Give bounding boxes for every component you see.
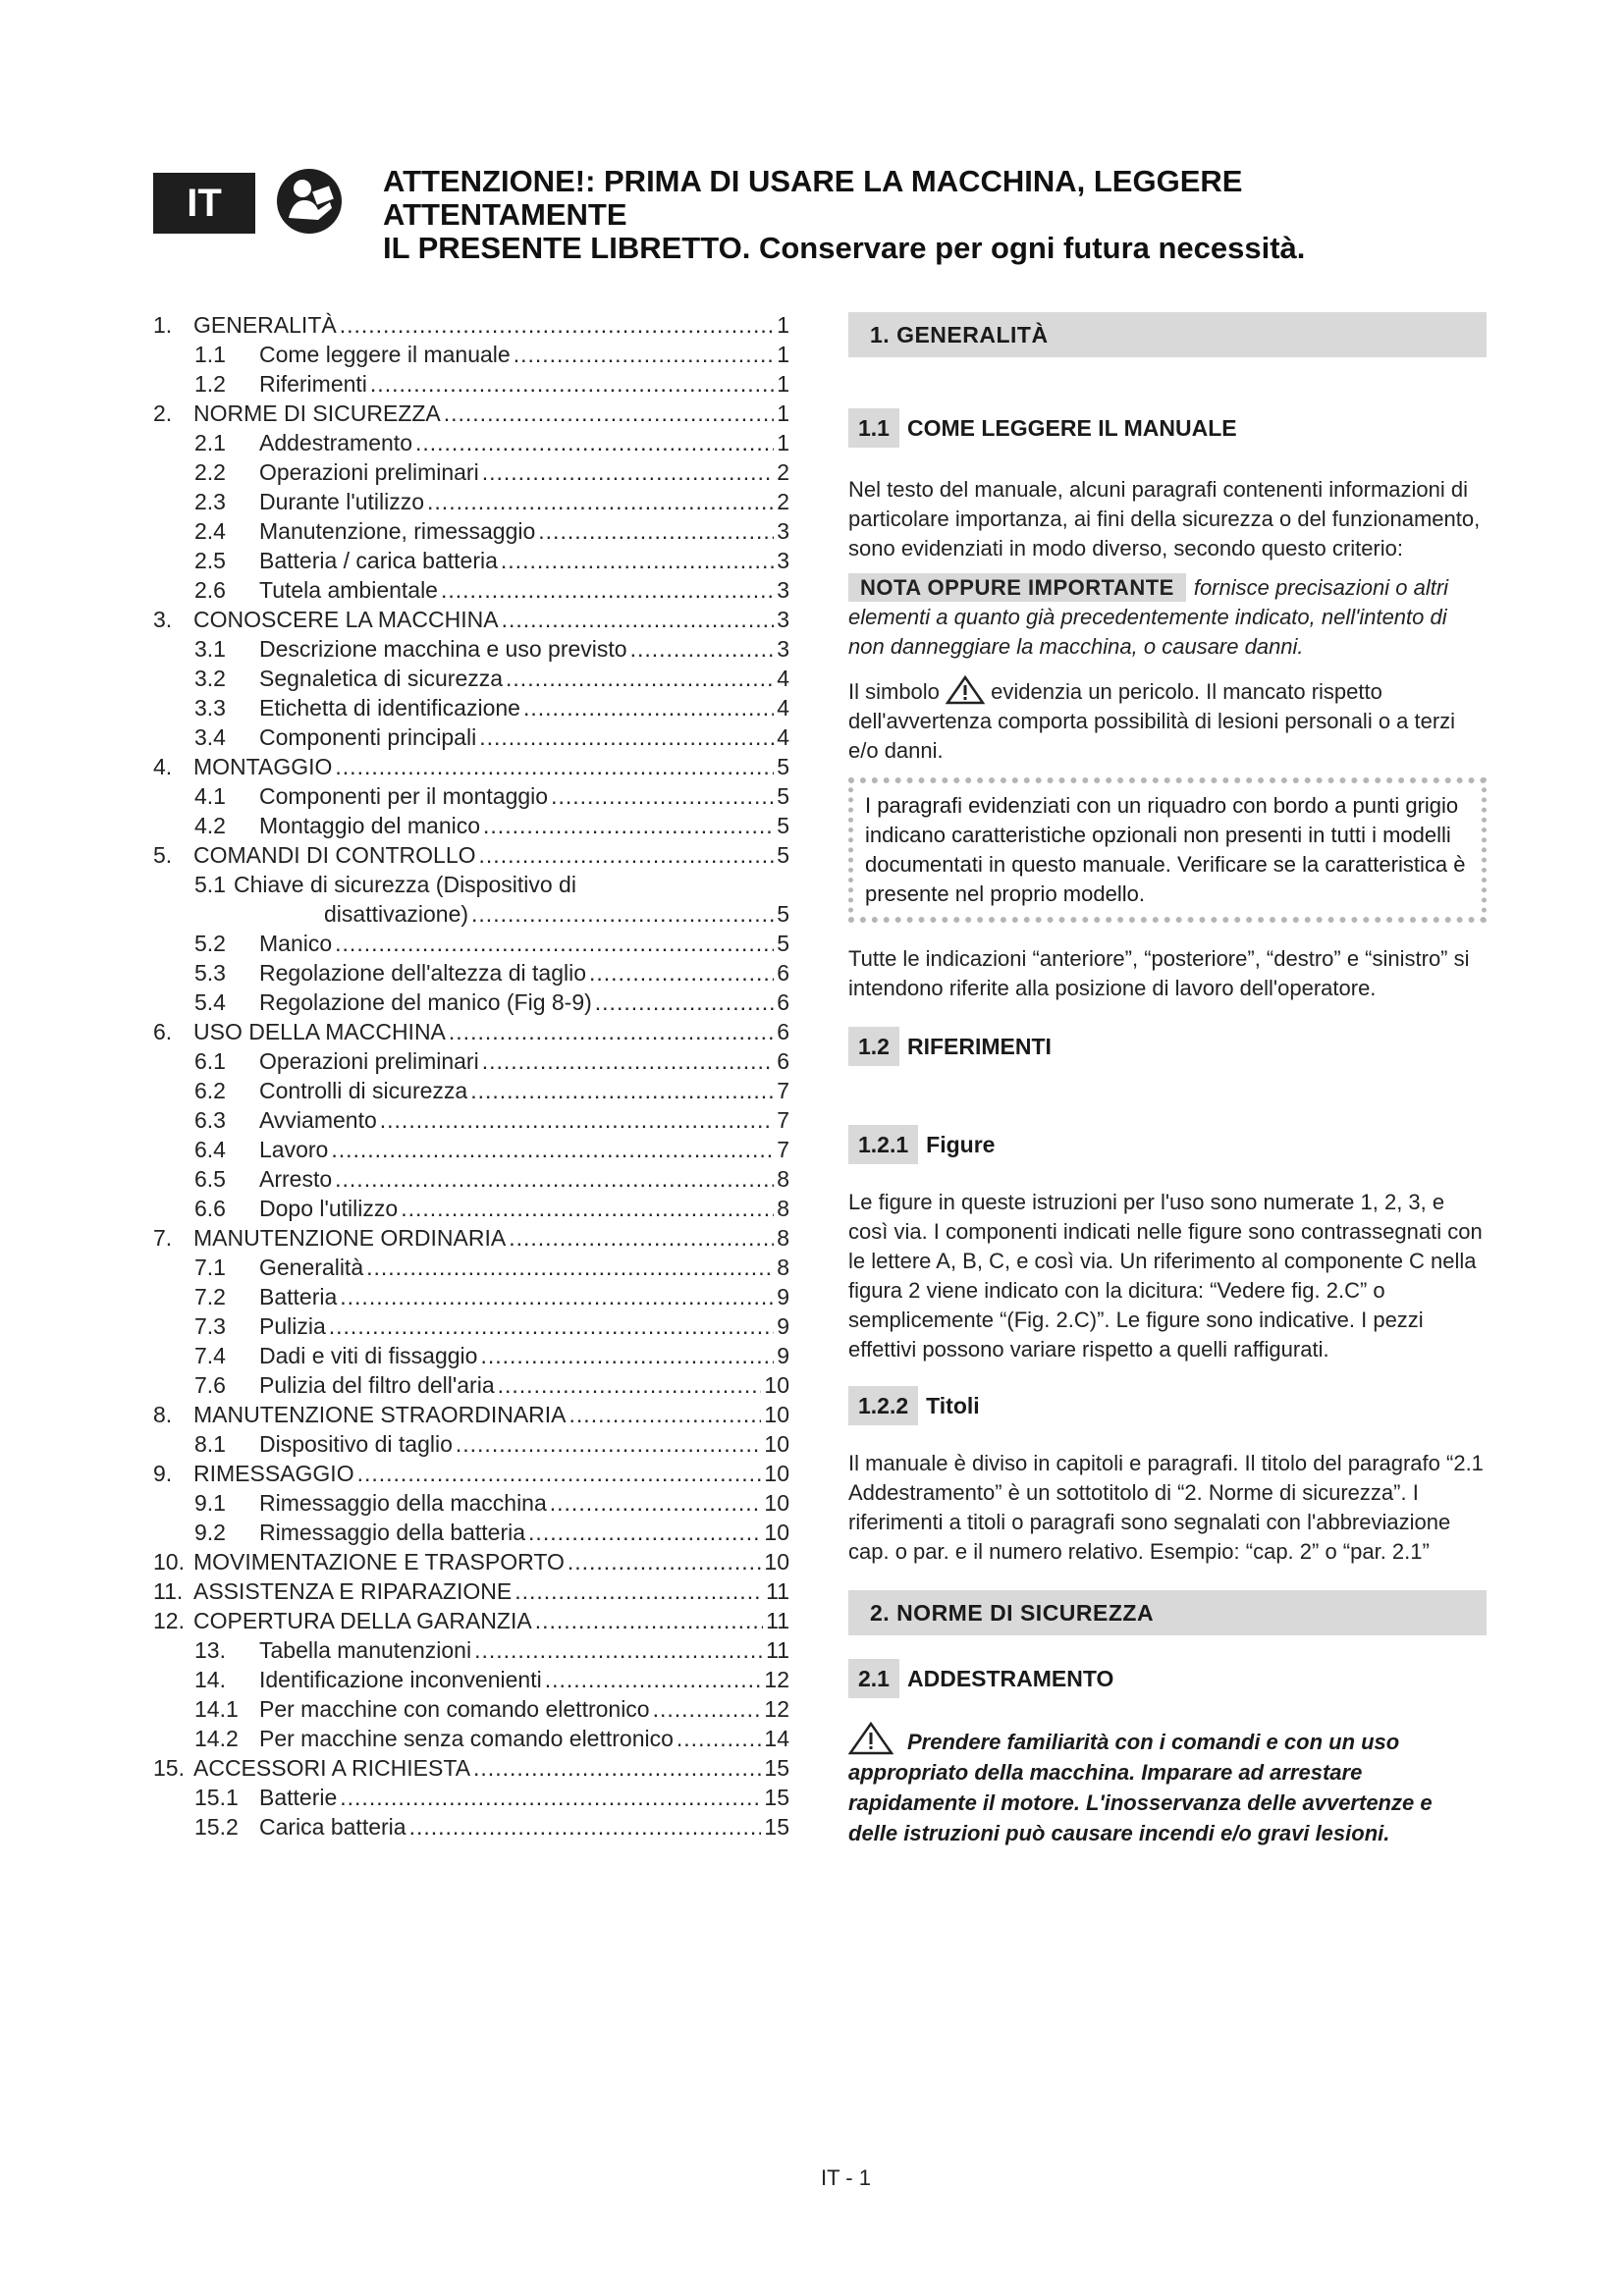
toc-leader-dots [444,400,774,427]
toc-leader-dots [380,1107,774,1134]
toc-page: 4 [777,695,789,721]
toc-page: 9 [777,1313,789,1339]
toc-number: 1. [153,312,173,338]
toc-entry [153,577,789,607]
toc-title: Identificazione inconvenienti [259,1667,542,1692]
toc-number: 6.5 [194,1166,226,1192]
toc-entry [153,636,789,666]
toc-leader-dots [409,1814,762,1841]
warning-line-1: ATTENZIONE!: PRIMA DI USARE LA MACCHINA, LEGGERE ATTENTAMENTE [383,164,1243,232]
toc-entry [153,342,789,371]
toc-number: 4.2 [194,813,226,838]
toc-title: NORME DI SICUREZZA [193,400,441,426]
toc-number: 14.1 [194,1696,239,1722]
toc-entry [153,1637,789,1667]
toc-title: Batteria / carica batteria [259,548,498,573]
toc-entry [153,1343,789,1372]
toc-title: ACCESSORI A RICHIESTA [193,1755,471,1781]
toc-number: 1.2 [194,371,226,397]
toc-number: 15.1 [194,1785,239,1810]
toc-number: 6.1 [194,1048,226,1074]
toc-number: 14. [194,1667,226,1692]
toc-number: 7. [153,1225,173,1251]
toc-leader-dots [514,342,775,368]
toc-entry [153,1255,789,1284]
toc-entry [153,754,789,783]
toc-leader-dots [501,548,774,574]
toc-page: 15 [764,1814,789,1840]
warning-line-2: IL PRESENTE LIBRETTO. Conservare per ogni futura necessità. [383,231,1306,265]
toc-page: 5 [777,842,789,868]
toc-leader-dots [401,1196,774,1222]
section-2-heading: 2. NORME DI SICUREZZA [848,1590,1487,1635]
toc-entry [153,1196,789,1225]
toc-title: Rimessaggio della batteria [259,1520,526,1545]
toc-number: 5.3 [194,960,226,986]
toc-title: COMANDI DI CONTROLLO [193,842,476,868]
toc-leader-dots [506,666,774,692]
toc-entry [153,430,789,459]
language-badge: IT [153,173,255,234]
toc-leader-dots [483,813,774,839]
toc-number: 12. [153,1608,185,1633]
toc-page: 4 [777,724,789,750]
toc-number: 7.3 [194,1313,226,1339]
toc-leader-dots [473,1755,761,1782]
toc-entry [153,1402,789,1431]
section-number: 1.2.2 [848,1386,918,1425]
toc-page: 4 [777,666,789,691]
toc-leader-dots [331,1137,774,1163]
toc-number: 8. [153,1402,173,1427]
toc-leader-dots [471,901,774,928]
toc-title: Operazioni preliminari [259,1048,479,1074]
toc-leader-dots [340,1785,761,1811]
toc-number: 2.6 [194,577,226,603]
toc-entry [153,1726,789,1755]
warning-symbol-paragraph [848,675,1487,766]
toc-title: Avviamento [259,1107,377,1133]
toc-entry [153,1755,789,1785]
figures-paragraph: Le figure in queste istruzioni per l'uso sono numerate 1, 2, 3, e così via. I componenti indicati nelle figure sono contrassegnati con le lettere A, B, C, e così via. Un riferimento al componente C nella figura 2 viene indicato con la dicitura: “Vedere fig. 2.C” o semplicemente “(Fig. 2.C)”. Le figure sono indicative. I pezzi effettivi possono variare rispetto a quelli raffigurati. [848,1190,1483,1362]
toc-page: 10 [764,1490,789,1516]
toc-number: 13. [194,1637,226,1663]
symbol-text-post: evidenzia un pericolo. Il mancato rispetto dell'avvertenza comporta possibilità di lesioni personali o a terzi e/o danni. [848,679,1456,763]
toc-number: 2.1 [194,430,226,455]
toc-title: ASSISTENZA E RIPARAZIONE [193,1578,513,1604]
toc-page: 7 [777,1107,789,1133]
nota-text: fornisce precisazioni o altri elementi a quanto già precedentemente indicato, nell'intento di non danneggiare la macchina, o causare danni. [848,575,1449,659]
toc-title: Dispositivo di taglio [259,1431,453,1457]
toc-entry [153,1107,789,1137]
toc-entry [153,1549,789,1578]
toc-page: 10 [764,1549,789,1575]
toc-leader-dots [677,1726,762,1752]
toc-title: MOVIMENTAZIONE E TRASPORTO [193,1549,565,1575]
toc-entry [153,1372,789,1402]
toc-leader-dots [653,1696,762,1723]
toc-entry [153,1078,789,1107]
toc-page: 6 [777,1048,789,1074]
toc-page: 6 [777,989,789,1015]
toc-page: 1 [777,400,789,426]
toc-leader-dots [427,489,774,515]
toc-page: 10 [764,1520,789,1545]
toc-title: Tabella manutenzioni [259,1637,472,1663]
toc-number: 3.3 [194,695,226,721]
toc-entry [153,1019,789,1048]
toc-number: 9. [153,1461,173,1486]
warning-triangle-icon [946,675,985,705]
toc-page: 11 [766,1608,789,1633]
toc-number: 5.2 [194,931,226,956]
toc-entry [153,1520,789,1549]
toc-entry [153,960,789,989]
warning-triangle-icon [848,1722,893,1755]
toc-entry [153,1284,789,1313]
toc-title: CONOSCERE LA MACCHINA [193,607,499,632]
toc-number: 9.2 [194,1520,226,1545]
toc-leader-dots [329,1313,774,1340]
toc-entry [153,548,789,577]
toc-leader-dots [479,842,775,869]
toc-entry [153,1048,789,1078]
toc-number: 3. [153,607,173,632]
toc-entry [153,666,789,695]
toc-leader-dots [441,577,774,604]
toc-page: 7 [777,1078,789,1103]
toc-page: 10 [764,1431,789,1457]
toc-entry [153,783,789,813]
toc-title: MONTAGGIO [193,754,333,779]
toc-entry [153,931,789,960]
toc-page: 5 [777,931,789,956]
toc-number: 2.3 [194,489,226,514]
toc-page: 8 [777,1196,789,1221]
orientation-paragraph: Tutte le indicazioni “anteriore”, “posteriore”, “destro” e “sinistro” si intendono riferite alla posizione di lavoro dell'operatore. [848,946,1470,1000]
toc-number: 3.4 [194,724,226,750]
toc-title: Pulizia del filtro dell'aria [259,1372,495,1398]
toc-entry [153,901,789,931]
toc-title: Tutela ambientale [259,577,438,603]
toc-title: Segnaletica di sicurezza [259,666,504,691]
toc-number: 2. [153,400,173,426]
section-2-1-heading [848,1659,1487,1698]
toc-title: Componenti per il montaggio [259,783,549,809]
toc-page: 9 [777,1284,789,1309]
toc-title: Controlli di sicurezza [259,1078,468,1103]
toc-title: Arresto [259,1166,333,1192]
toc-number: 4.1 [194,783,226,809]
symbol-text-pre: Il simbolo [848,679,940,704]
toc-entry [153,989,789,1019]
toc-entry [153,724,789,754]
toc-page: 1 [777,342,789,367]
toc-title: Pulizia [259,1313,326,1339]
read-manual-icon [275,167,344,236]
toc-entry [153,695,789,724]
toc-page: 10 [764,1461,789,1486]
toc-page: 11 [766,1637,789,1663]
toc-number: 6.2 [194,1078,226,1103]
toc-leader-dots [482,1048,775,1075]
toc-entry [153,1431,789,1461]
toc-number: 5.1 [194,872,226,897]
toc-title: Dadi e viti di fissaggio [259,1343,478,1368]
nota-paragraph [848,573,1487,662]
toc-leader-dots [589,960,774,987]
toc-page: 7 [777,1137,789,1162]
toc-page: 10 [764,1372,789,1398]
toc-number: 2.4 [194,518,226,544]
toc-number: 5. [153,842,173,868]
toc-page: 5 [777,813,789,838]
toc-entry [153,371,789,400]
toc-entry [153,607,789,636]
toc-entry [153,1166,789,1196]
toc-title: COPERTURA DELLA GARANZIA [193,1608,532,1633]
toc-title: Descrizione macchina e uso previsto [259,636,627,662]
toc-page: 14 [764,1726,789,1751]
toc-title: Per macchine con comando elettronico [259,1696,650,1722]
section-number: 1.2 [848,1027,899,1066]
toc-title: Regolazione dell'altezza di taglio [259,960,586,986]
section-number: 1.2.1 [848,1125,918,1164]
toc-entry [153,813,789,842]
toc-entry [153,459,789,489]
toc-number: 6.3 [194,1107,226,1133]
toc-leader-dots [357,1461,762,1487]
toc-leader-dots [568,1549,762,1575]
toc-number: 15.2 [194,1814,239,1840]
toc-number: 4. [153,754,173,779]
section-1-heading: 1. GENERALITÀ [848,312,1487,357]
toc-page: 15 [764,1755,789,1781]
toc-page: 3 [777,577,789,603]
section-title: ADDESTRAMENTO [906,1665,1114,1691]
toc-title: Addestramento [259,430,412,455]
toc-title: Generalità [259,1255,364,1280]
toc-number: 2.2 [194,459,226,485]
toc-page: 8 [777,1225,789,1251]
toc-leader-dots [449,1019,774,1045]
toc-page: 8 [777,1166,789,1192]
intro-paragraph: Nel testo del manuale, alcuni paragrafi contenenti informazioni di particolare importanza, ai fini della sicurezza o del funzionamento, sono evidenziati in modo diverso, secondo questo criterio: [848,477,1481,561]
toc-page: 10 [764,1402,789,1427]
toc-number: 2.5 [194,548,226,573]
toc-leader-dots [545,1667,762,1693]
toc-entry [153,1696,789,1726]
toc-page: 2 [777,459,789,485]
page-number: IT - 1 [821,2165,871,2190]
toc-page: 1 [777,312,789,338]
toc-number: 7.2 [194,1284,226,1309]
toc-title: Chiave di sicurezza (Dispositivo di [233,872,576,897]
toc-page: 9 [777,1343,789,1368]
toc-leader-dots [630,636,775,663]
section-number: 2.1 [848,1659,899,1698]
table-of-contents [153,312,789,1843]
toc-entry [153,1578,789,1608]
toc-leader-dots [482,459,775,486]
toc-page: 12 [764,1667,789,1692]
toc-number: 9.1 [194,1490,226,1516]
toc-leader-dots [502,607,775,633]
toc-title: Batterie [259,1785,338,1810]
toc-title: Carica batteria [259,1814,406,1840]
toc-leader-dots [480,1343,774,1369]
optional-features-box: I paragrafi evidenziati con un riquadro con bordo a punti grigio indicano caratteristiche opzionali non presenti in tutti i modelli documentati in questo manuale. Verificare se la caratteristica è presente nel proprio modello. [848,777,1487,923]
toc-entry [153,1608,789,1637]
toc-entry [153,1814,789,1843]
toc-leader-dots [415,430,774,456]
toc-title: Batteria [259,1284,338,1309]
toc-entry [153,1137,789,1166]
nota-label: NOTA OPPURE IMPORTANTE [848,573,1186,602]
toc-title: MANUTENZIONE STRAORDINARIA [193,1402,567,1427]
toc-leader-dots [335,1166,774,1193]
toc-number: 6.6 [194,1196,226,1221]
section-1-1-heading [848,408,1487,448]
toc-leader-dots [535,1608,763,1634]
toc-leader-dots [335,931,774,957]
section-title: RIFERIMENTI [906,1033,1052,1059]
toc-page: 6 [777,960,789,986]
section-title: COME LEGGERE IL MANUALE [906,414,1237,441]
toc-entry [153,1461,789,1490]
toc-leader-dots [509,1225,774,1252]
toc-page: 5 [777,783,789,809]
toc-number: 15. [153,1755,185,1781]
section-number: 1.1 [848,408,899,448]
toc-title: Regolazione del manico (Fig 8-9) [259,989,592,1015]
toc-leader-dots [523,695,774,721]
toc-leader-dots [340,312,774,339]
toc-title: Rimessaggio della macchina [259,1490,547,1516]
training-warning [848,1722,1487,1848]
toc-title: Manutenzione, rimessaggio [259,518,536,544]
toc-entry [153,1667,789,1696]
section-1-2-heading [848,1027,1487,1066]
toc-title: MANUTENZIONE ORDINARIA [193,1225,507,1251]
toc-entry [153,1490,789,1520]
toc-number: 5.4 [194,989,226,1015]
toc-page: 11 [766,1578,789,1604]
toc-leader-dots [370,371,774,398]
toc-entry [153,400,789,430]
toc-page: 1 [777,371,789,397]
toc-number: 6. [153,1019,173,1044]
toc-leader-dots [340,1284,774,1310]
toc-number: 1.1 [194,342,226,367]
toc-entry [153,1225,789,1255]
toc-leader-dots [335,754,774,780]
toc-title: Durante l'utilizzo [259,489,425,514]
toc-number: 6.4 [194,1137,226,1162]
toc-page: 1 [777,430,789,455]
content-column [848,312,1487,1848]
toc-leader-dots [538,518,774,545]
toc-title: Etichetta di identificazione [259,695,520,721]
toc-leader-dots [528,1520,761,1546]
toc-number: 3.1 [194,636,226,662]
toc-leader-dots [479,724,774,751]
toc-page: 12 [764,1696,789,1722]
toc-title: Operazioni preliminari [259,459,479,485]
toc-title: GENERALITÀ [193,312,337,338]
toc-page: 3 [777,607,789,632]
toc-number: 7.1 [194,1255,226,1280]
toc-title: disattivazione) [324,901,469,927]
toc-page: 15 [764,1785,789,1810]
toc-leader-dots [456,1431,762,1458]
toc-title: Lavoro [259,1137,329,1162]
toc-title: Componenti principali [259,724,477,750]
toc-title: Montaggio del manico [259,813,481,838]
toc-number: 7.6 [194,1372,226,1398]
toc-leader-dots [569,1402,762,1428]
toc-page: 5 [777,754,789,779]
toc-page: 5 [777,901,789,927]
titles-paragraph: Il manuale è diviso in capitoli e paragrafi. Il titolo del paragrafo “2.1 Addestramento” è un sottotitolo di “2. Norme di sicurezza”. I riferimenti a titoli o paragrafi sono segnalati con l'abbreviazione cap. o par. e il numero relativo. Esempio: “cap. 2” o “par. 2.1” [848,1451,1484,1564]
toc-page: 8 [777,1255,789,1280]
toc-leader-dots [514,1578,763,1605]
toc-entry [153,518,789,548]
toc-page: 6 [777,1019,789,1044]
toc-number: 10. [153,1549,185,1575]
toc-title: Riferimenti [259,371,367,397]
toc-entry [153,312,789,342]
toc-entry [153,1313,789,1343]
toc-number: 7.4 [194,1343,226,1368]
toc-title: Dopo l'utilizzo [259,1196,399,1221]
toc-title: Come leggere il manuale [259,342,511,367]
warning-heading [383,165,1492,265]
toc-leader-dots [470,1078,774,1104]
toc-leader-dots [550,1490,762,1517]
section-title: Titoli [926,1392,980,1418]
toc-title: Per macchine senza comando elettronico [259,1726,674,1751]
toc-leader-dots [551,783,774,810]
toc-page: 3 [777,636,789,662]
toc-entry [153,1785,789,1814]
toc-title: Manico [259,931,333,956]
section-1-2-1-heading [848,1125,1487,1164]
toc-number: 11. [153,1578,184,1604]
toc-leader-dots [474,1637,763,1664]
toc-number: 14.2 [194,1726,239,1751]
toc-leader-dots [498,1372,762,1399]
toc-title: USO DELLA MACCHINA [193,1019,446,1044]
toc-page: 3 [777,548,789,573]
toc-entry [153,842,789,872]
section-1-2-2-heading [848,1386,1487,1425]
training-warning-text: Prendere familiarità con i comandi e con un uso appropriato della macchina. Imparare ad arrestare rapidamente il motore. L'inosservanza delle avvertenze e delle istruzioni può causare incendi e/o gravi lesioni. [848,1730,1433,1845]
toc-page: 3 [777,518,789,544]
toc-leader-dots [366,1255,774,1281]
toc-number: 8.1 [194,1431,226,1457]
section-title: Figure [926,1131,996,1157]
toc-leader-dots [595,989,774,1016]
toc-title: RIMESSAGGIO [193,1461,354,1486]
toc-number: 3.2 [194,666,226,691]
toc-entry [153,872,789,901]
toc-page: 2 [777,489,789,514]
toc-entry [153,489,789,518]
